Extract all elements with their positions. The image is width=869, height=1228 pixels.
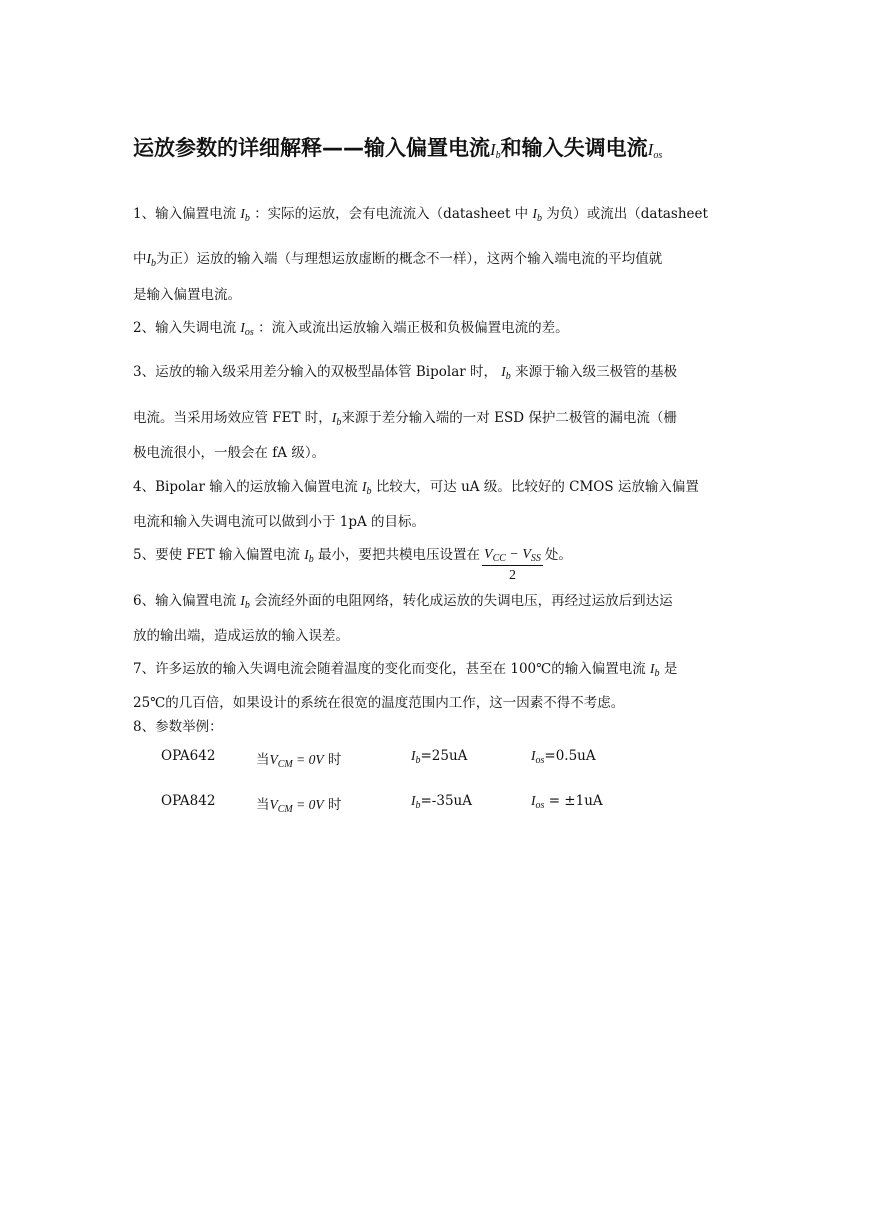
paragraph-line: 8、参数举例：: [133, 719, 223, 735]
paragraph-line: 25℃的几百倍，如果设计的系统在很宽的温度范围内工作，这一因素不得不考虑。: [133, 695, 625, 711]
part-number: OPA842: [161, 793, 216, 809]
page-title: [133, 132, 662, 162]
symbol-ib: $I_b$: [501, 364, 511, 382]
ios-value: $I_{os}=0.5uA$: [531, 748, 596, 766]
ib-value: $I_b=-35uA$: [411, 793, 472, 811]
ib-value: $I_b=25uA$: [411, 748, 468, 766]
symbol-ib: $I_b$: [362, 479, 372, 497]
title-symbol-ios: $I_{os}$: [647, 140, 663, 161]
symbol-ib: $I_b$: [240, 206, 250, 224]
paragraph-line: 电流和输入失调电流可以做到小于 1pA 的目标。: [133, 514, 426, 530]
symbol-ib: $I_b$: [146, 251, 156, 269]
paragraph-line: 放的输出端，造成运放的输入误差。: [133, 628, 349, 644]
paragraph-line: 中$I_b$为正）运放的输入端（与理想运放虚断的概念不一样），这两个输入端电流的平均值就: [133, 251, 663, 269]
paragraph-line: 6、输入偏置电流 $I_b$ 会流经外面的电阻网络，转化成运放的失调电压，再经过运放后到达运: [133, 593, 673, 611]
paragraph-line: 4、Bipolar 输入的运放输入偏置电流 $I_b$ 比较大，可达 uA 级。比较好的 CMOS 运放输入偏置: [133, 479, 699, 497]
ios-value: $I_{os} = \pm 1uA$: [531, 793, 603, 811]
title-symbol-ib: $I_b$: [490, 140, 501, 161]
paragraph-line: 5、要使 FET 输入偏置电流 $I_b$ 最小，要把共模电压设置在 $\frac{V_{CC} - V_{SS}}{2}$ 处。: [133, 547, 572, 583]
paragraph-line: 极电流很小，一般会在 fA 级）。: [133, 445, 326, 461]
symbol-ib: $I_b$: [240, 593, 250, 611]
symbol-ib: $I_b$: [650, 661, 660, 679]
paragraph-line: 是输入偏置电流。: [133, 287, 241, 303]
paragraph-line: 3、运放的输入级采用差分输入的双极型晶体管 Bipolar 时， $I_b$ 来源于输入级三极管的基极: [133, 364, 678, 382]
symbol-ib: $I_b$: [304, 547, 314, 565]
paragraph-line: 1、输入偏置电流 $I_b$ ：实际的运放，会有电流流入（datasheet 中 $I_b$ 为负）或流出（datasheet: [133, 206, 708, 224]
common-mode-fraction: $\frac{V_{CC} - V_{SS}}{2}$: [484, 547, 541, 583]
condition: 当$V_{CM} = 0V$ 时: [256, 797, 342, 815]
paragraph-line: 电流。当采用场效应管 FET 时，$I_b$来源于差分输入端的一对 ESD 保护二极管的漏电流（栅: [133, 410, 677, 428]
symbol-ib: $I_b$: [331, 410, 342, 428]
symbol-ios: $I_{os}$: [240, 320, 254, 338]
paragraph-line: 7、许多运放的输入失调电流会随着温度的变化而变化，甚至在 100℃的输入偏置电流 $I_b$ 是: [133, 661, 678, 679]
paragraph-line: 2、输入失调电流 $I_{os}$ ：流入或流出运放输入端正极和负极偏置电流的差。: [133, 320, 569, 338]
title-mid-text: 和输入失调电流: [500, 136, 648, 160]
symbol-ib: $I_b$: [532, 206, 542, 224]
part-number: OPA642: [161, 748, 216, 764]
title-text: 运放参数的详细解释——输入偏置电流: [133, 136, 490, 160]
condition: 当$V_{CM} = 0V$ 时: [256, 752, 342, 770]
